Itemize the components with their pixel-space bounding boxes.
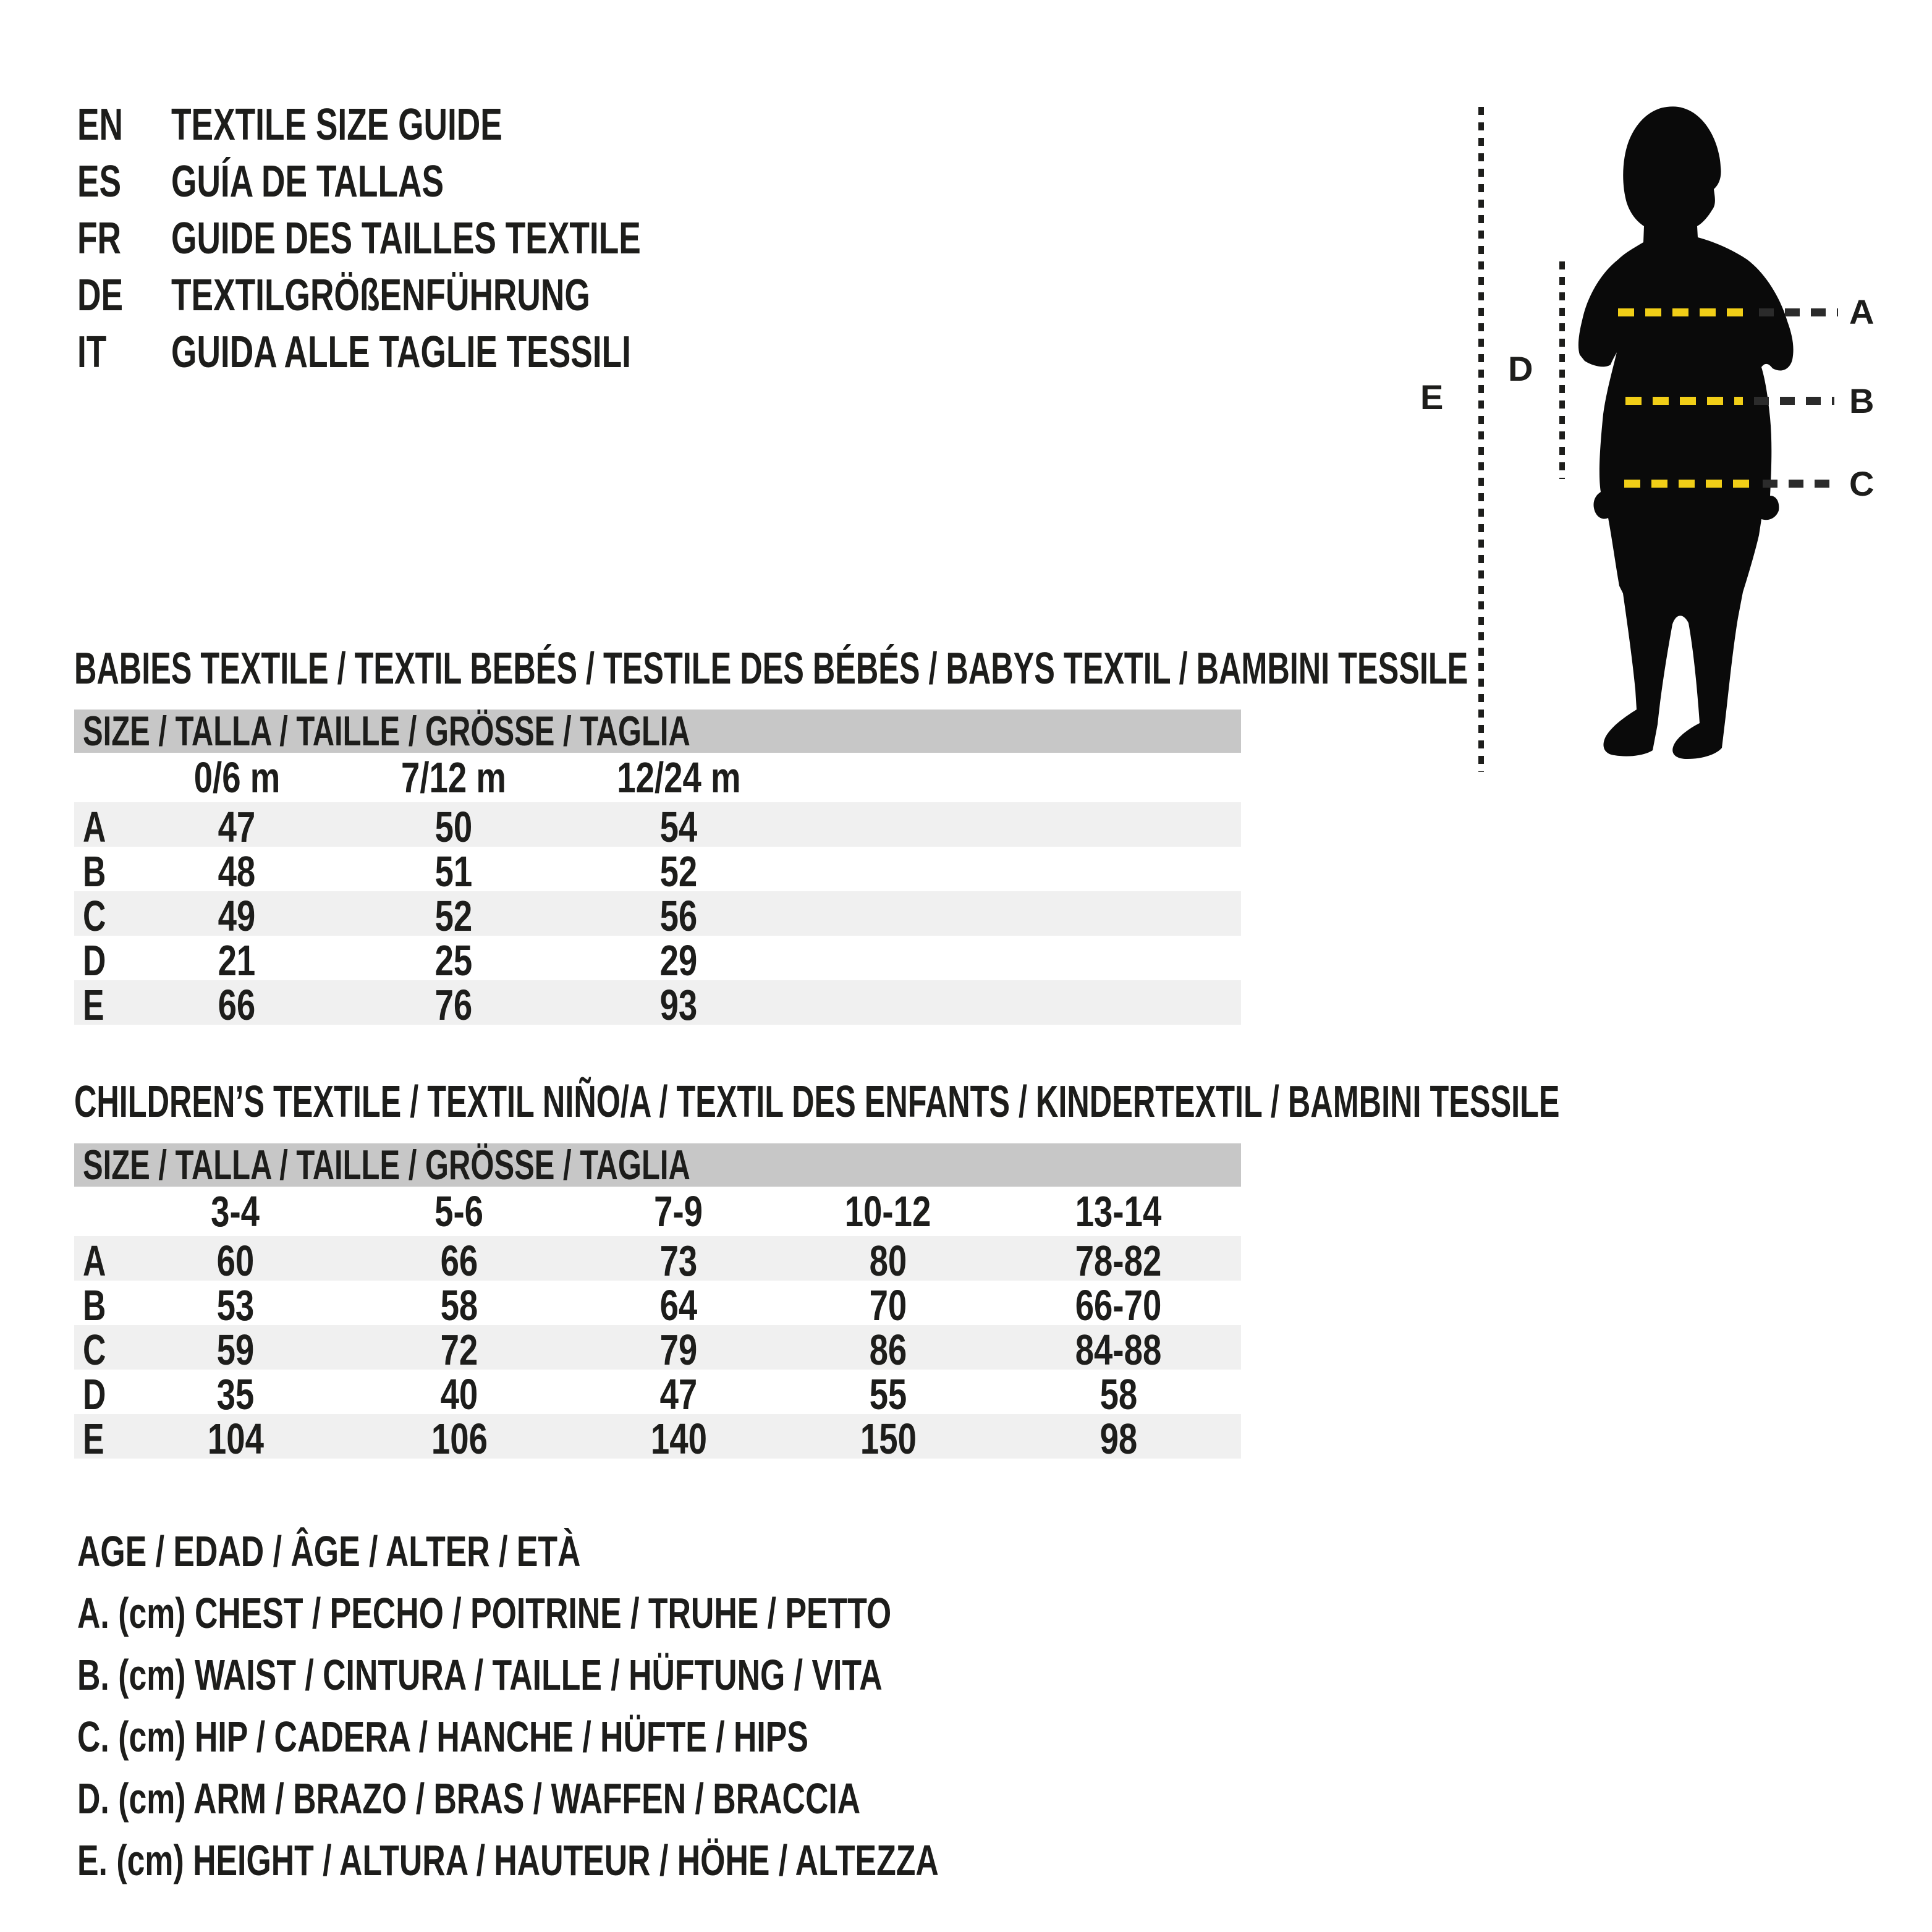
- cell-value: 35: [216, 1370, 255, 1418]
- corner-cell: [74, 753, 142, 802]
- cell-value: 56: [659, 892, 698, 940]
- row-label: [74, 1325, 142, 1375]
- cell-value: 60: [216, 1237, 255, 1285]
- filler-cell: [781, 847, 1241, 896]
- table-cell: [1009, 1370, 1229, 1419]
- measure-label-height: E: [1420, 378, 1444, 417]
- column-header-text: 10-12: [845, 1187, 931, 1235]
- measure-label-waist: B: [1849, 381, 1875, 420]
- babies-section-title-text: BABIES TEXTILE / TEXTIL BEBÉS / TESTILE DES BÉBÉS / BABYS TEXTIL / BAMBINI TESSILE: [74, 644, 1468, 693]
- filler-cell: [1229, 1370, 1241, 1419]
- legend-line-waist: [77, 1644, 1241, 1706]
- row-label-text: C: [83, 892, 106, 940]
- filler-cell: [781, 891, 1241, 941]
- table-row: [74, 891, 1241, 940]
- row-label-text: E: [83, 1415, 104, 1463]
- cell-value: 51: [434, 847, 473, 896]
- cell-value: 73: [659, 1237, 698, 1285]
- table-cell: [142, 1414, 329, 1464]
- row-label-text: E: [83, 981, 104, 1029]
- legend-line-arm: [77, 1768, 1241, 1829]
- cell-value: 48: [218, 847, 256, 896]
- legend-line-age: [77, 1520, 1241, 1582]
- table-cell: [768, 1414, 1009, 1464]
- row-label: [74, 936, 142, 985]
- language-title-block: [77, 96, 806, 381]
- table-cell: [329, 1414, 590, 1464]
- column-header: [1009, 1187, 1229, 1236]
- babies-size-header-bar: [74, 710, 1241, 753]
- table-cell: [331, 802, 576, 852]
- column-header-text: 0/6 m: [193, 753, 280, 802]
- table-cell: [331, 936, 576, 985]
- table-row: [74, 1370, 1241, 1418]
- chest-measure-line: [1618, 308, 1838, 316]
- column-header-text: 13-14: [1075, 1187, 1162, 1235]
- legend-line-chest: [77, 1582, 1241, 1644]
- table-cell: [142, 847, 331, 896]
- cell-value: 84-88: [1075, 1326, 1162, 1374]
- column-header: [331, 753, 576, 802]
- column-header: [590, 1187, 768, 1236]
- cell-value: 52: [659, 847, 698, 896]
- row-label-text: A: [83, 1237, 106, 1285]
- table-cell: [768, 1325, 1009, 1375]
- babies-size-table: [74, 708, 1241, 1029]
- row-label-text: C: [83, 1326, 106, 1374]
- hip-measure-yellow-dashes: [1624, 480, 1752, 488]
- legend-line-text: E. (cm) HEIGHT / ALTURA / HAUTEUR / HÖHE / ALTEZZA: [77, 1836, 939, 1884]
- row-label: [74, 1370, 142, 1419]
- cell-value: 58: [440, 1281, 478, 1329]
- column-header: [576, 753, 781, 802]
- table-cell: [1009, 1325, 1229, 1375]
- language-code: IT: [77, 328, 107, 377]
- legend-line-hip: [77, 1706, 1241, 1768]
- table-row: [74, 980, 1241, 1029]
- table-cell: [768, 1370, 1009, 1419]
- table-cell: [576, 936, 781, 985]
- table-cell: [331, 847, 576, 896]
- filler-cell: [1229, 1236, 1241, 1286]
- table-row: [74, 1325, 1241, 1374]
- waist-measure-dark-dashes: [1754, 397, 1834, 405]
- cell-value: 58: [1099, 1370, 1138, 1418]
- table-cell: [590, 1414, 768, 1464]
- language-row-de: [77, 267, 806, 324]
- cell-value: 104: [207, 1415, 264, 1463]
- arm-dotted-line: [1559, 261, 1565, 479]
- table-cell: [142, 1325, 329, 1375]
- cell-value: 86: [869, 1326, 907, 1374]
- table-cell: [768, 1236, 1009, 1286]
- row-label-text: A: [83, 803, 106, 851]
- measure-label-hip: C: [1849, 464, 1875, 503]
- cell-value: 98: [1099, 1415, 1138, 1463]
- table-cell: [576, 802, 781, 852]
- row-label: [74, 1236, 142, 1286]
- cell-value: 66-70: [1075, 1281, 1162, 1329]
- language-row-it: [77, 324, 806, 381]
- waist-measure-yellow-dashes: [1625, 397, 1743, 405]
- children-section-title: [74, 1078, 1932, 1125]
- row-label-text: B: [83, 847, 106, 896]
- cell-value: 40: [440, 1370, 478, 1418]
- cell-value: 25: [434, 936, 473, 985]
- chest-measure-yellow-dashes: [1618, 308, 1748, 316]
- cell-value: 66: [218, 981, 256, 1029]
- table-row: [74, 1414, 1241, 1463]
- table-cell: [142, 1281, 329, 1330]
- table-cell: [1009, 1414, 1229, 1464]
- cell-value: 66: [440, 1237, 478, 1285]
- legend-line-text: A. (cm) CHEST / PECHO / POITRINE / TRUHE / PETTO: [77, 1589, 892, 1637]
- measure-label-chest: A: [1849, 292, 1875, 331]
- language-code: FR: [77, 214, 122, 263]
- table-row: [74, 1236, 1241, 1285]
- children-size-table: [74, 1142, 1241, 1463]
- table-cell: [142, 1370, 329, 1419]
- filler-cell: [781, 802, 1241, 852]
- corner-cell: [74, 1187, 142, 1236]
- cell-value: 50: [434, 803, 473, 851]
- cell-value: 140: [650, 1415, 707, 1463]
- cell-value: 49: [218, 892, 256, 940]
- cell-value: 55: [869, 1370, 907, 1418]
- cell-value: 47: [218, 803, 256, 851]
- hip-measure-line: [1624, 480, 1839, 488]
- cell-value: 53: [216, 1281, 255, 1329]
- cell-value: 72: [440, 1326, 478, 1374]
- table-cell: [142, 802, 331, 852]
- cell-value: 52: [434, 892, 473, 940]
- table-row: [74, 802, 1241, 851]
- row-label-text: B: [83, 1281, 106, 1329]
- table-cell: [576, 891, 781, 941]
- cell-value: 79: [659, 1326, 698, 1374]
- table-row: [74, 1281, 1241, 1329]
- table-cell: [142, 936, 331, 985]
- table-cell: [142, 1236, 329, 1286]
- column-header: [329, 1187, 590, 1236]
- table-cell: [331, 891, 576, 941]
- filler-cell: [1229, 1187, 1241, 1236]
- table-cell: [576, 847, 781, 896]
- table-cell: [576, 980, 781, 1030]
- filler-cell: [781, 980, 1241, 1030]
- table-cell: [590, 1370, 768, 1419]
- column-header: [768, 1187, 1009, 1236]
- language-title: GUÍA DE TALLAS: [171, 157, 444, 206]
- legend-line-text: B. (cm) WAIST / CINTURA / TAILLE / HÜFTUNG / VITA: [77, 1651, 883, 1699]
- filler-cell: [1229, 1414, 1241, 1464]
- language-title: TEXTILE SIZE GUIDE: [171, 100, 502, 150]
- cell-value: 80: [869, 1237, 907, 1285]
- filler-cell: [781, 753, 1241, 802]
- babies-section-title: [74, 645, 1932, 692]
- table-cell: [590, 1325, 768, 1375]
- cell-value: 76: [434, 981, 473, 1029]
- table-row: [74, 936, 1241, 985]
- column-header-text: 7/12 m: [401, 753, 506, 802]
- row-label-text: D: [83, 936, 106, 985]
- column-header-text: 3-4: [211, 1187, 260, 1235]
- cell-value: 29: [659, 936, 698, 985]
- row-label-text: D: [83, 1370, 106, 1418]
- row-label: [74, 847, 142, 896]
- filler-cell: [781, 936, 1241, 985]
- children-section-title-text: CHILDREN’S TEXTILE / TEXTIL NIÑO/A / TEXTIL DES ENFANTS / KINDERTEXTIL / BAMBINI TESSILE: [74, 1077, 1560, 1127]
- column-header-text: 7-9: [654, 1187, 703, 1235]
- chest-measure-dark-dashes: [1759, 308, 1838, 316]
- legend-line-text: AGE / EDAD / ÂGE / ALTER / ETÀ: [77, 1527, 581, 1575]
- row-label: [74, 891, 142, 941]
- column-header-text: 5-6: [434, 1187, 484, 1235]
- legend-line-text: D. (cm) ARM / BRAZO / BRAS / WAFFEN / BRACCIA: [77, 1774, 861, 1823]
- cell-value: 47: [659, 1370, 698, 1418]
- size-header-text: SIZE / TALLA / TAILLE / GRÖSSE / TAGLIA: [83, 1142, 690, 1188]
- language-code: EN: [77, 100, 124, 150]
- table-cell: [331, 980, 576, 1030]
- cell-value: 70: [869, 1281, 907, 1329]
- table-cell: [329, 1281, 590, 1330]
- table-row: [74, 847, 1241, 896]
- language-row-en: [77, 96, 806, 153]
- row-label: [74, 1281, 142, 1330]
- table-cell: [768, 1281, 1009, 1330]
- cell-value: 78-82: [1075, 1237, 1162, 1285]
- filler-cell: [1229, 1325, 1241, 1375]
- children-size-header-bar: [74, 1143, 1241, 1187]
- language-title: GUIDA ALLE TAGLIE TESSILI: [171, 328, 631, 377]
- cell-value: 54: [659, 803, 698, 851]
- language-code: ES: [77, 157, 122, 206]
- language-title: GUIDE DES TAILLES TEXTILE: [171, 214, 641, 263]
- language-row-fr: [77, 210, 806, 267]
- cell-value: 21: [218, 936, 256, 985]
- column-header: [142, 1187, 329, 1236]
- children-column-header-row: [74, 1187, 1241, 1236]
- legend-line-text: C. (cm) HIP / CADERA / HANCHE / HÜFTE / HIPS: [77, 1713, 808, 1761]
- cell-value: 93: [659, 981, 698, 1029]
- table-cell: [590, 1236, 768, 1286]
- filler-cell: [1229, 1281, 1241, 1330]
- table-cell: [329, 1370, 590, 1419]
- measurement-legend: [77, 1520, 1241, 1891]
- cell-value: 150: [860, 1415, 917, 1463]
- table-cell: [1009, 1236, 1229, 1286]
- legend-line-height: [77, 1829, 1241, 1891]
- table-cell: [142, 980, 331, 1030]
- waist-measure-line: [1625, 397, 1834, 405]
- measure-label-arm: D: [1508, 349, 1533, 388]
- language-code: DE: [77, 271, 124, 320]
- row-label: [74, 1414, 142, 1464]
- cell-value: 64: [659, 1281, 698, 1329]
- row-label: [74, 802, 142, 852]
- size-header-text: SIZE / TALLA / TAILLE / GRÖSSE / TAGLIA: [83, 708, 690, 755]
- table-cell: [142, 891, 331, 941]
- cell-value: 59: [216, 1326, 255, 1374]
- table-cell: [1009, 1281, 1229, 1330]
- language-title: TEXTILGRÖßENFÜHRUNG: [171, 271, 590, 320]
- table-cell: [329, 1236, 590, 1286]
- table-cell: [329, 1325, 590, 1375]
- hip-measure-dark-dashes: [1763, 480, 1839, 488]
- cell-value: 106: [431, 1415, 488, 1463]
- row-label: [74, 980, 142, 1030]
- table-cell: [590, 1281, 768, 1330]
- column-header-text: 12/24 m: [616, 753, 741, 802]
- babies-column-header-row: [74, 753, 1241, 802]
- language-row-es: [77, 153, 806, 210]
- column-header: [142, 753, 331, 802]
